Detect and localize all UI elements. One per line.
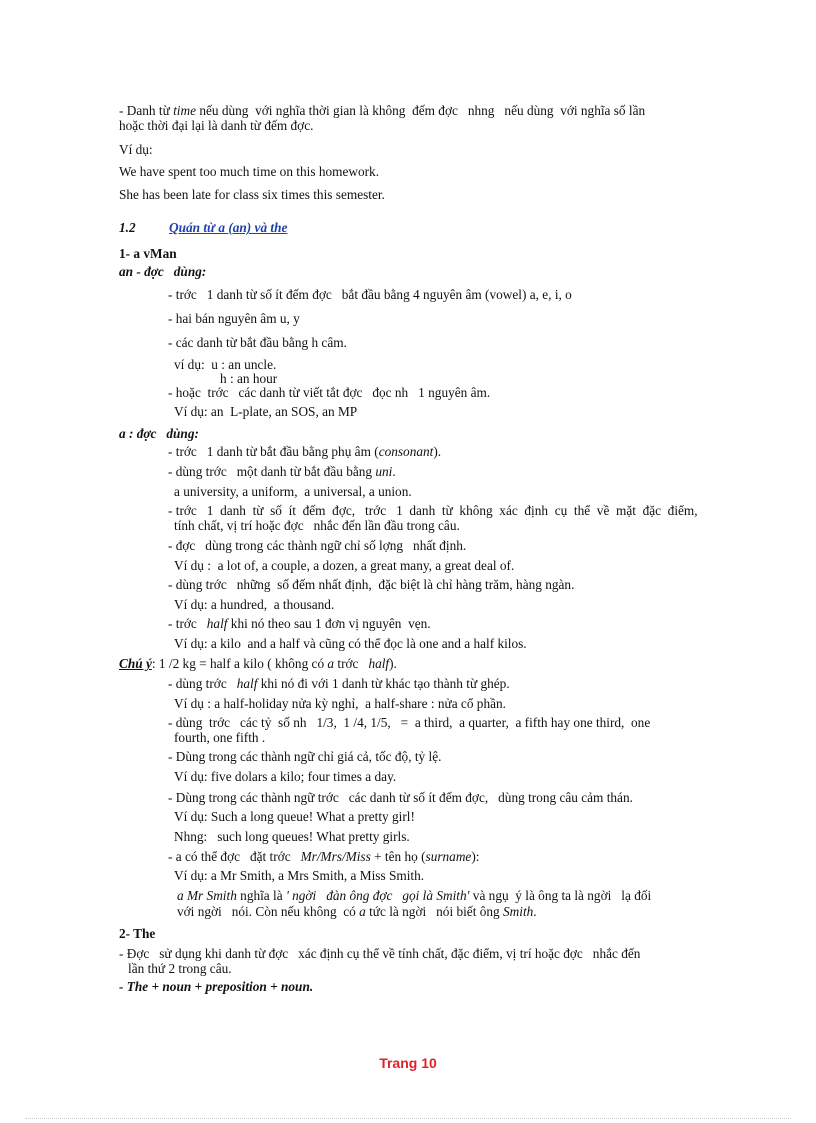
list-item-continued: tính chất, vị trí hoặc đợc nhắc đến lần đầu trong câu.: [174, 518, 460, 533]
example-line: Ví dụ : a lot of, a couple, a dozen, a great many, a great deal of.: [174, 558, 515, 573]
italic-term: a: [327, 656, 335, 671]
text: tức là ngời nói biết ông: [365, 904, 503, 919]
italic-term: Mr/Mrs/Miss: [300, 849, 371, 864]
example-line: a university, a uniform, a universal, a union.: [174, 484, 412, 499]
list-item: - Dùng trong các thành ngữ chỉ giá cả, tốc độ, tỷ lệ.: [168, 749, 442, 764]
page-number-footer: Trang 10: [379, 1055, 437, 1071]
list-item: - dùng trớc những số đếm nhất định, đặc biệt là chỉ hàng trăm, hàng ngàn.: [168, 577, 575, 592]
list-item: [168, 463, 396, 480]
text: với ngời nói. Còn nếu không có: [177, 904, 360, 919]
explanation-line: [177, 903, 537, 920]
list-item: - các danh từ bắt đầu bằng h câm.: [168, 335, 347, 350]
italic-term: Smith: [503, 904, 534, 919]
text: : 1 /2 kg = half a kilo ( không có: [151, 656, 328, 671]
note-label: Chú ý: [119, 656, 152, 671]
text: trớc: [334, 656, 369, 671]
section-title-link[interactable]: Quán từ a (an) và the: [169, 220, 288, 235]
list-item: [168, 615, 431, 632]
text: ):: [471, 849, 480, 864]
example-line: Nhng: such long queues! What pretty girls.: [174, 829, 410, 844]
italic-term: surname: [425, 849, 472, 864]
list-item-continued: lần thứ 2 trong câu.: [128, 961, 232, 976]
italic-term: half: [236, 676, 258, 691]
text: .: [533, 904, 537, 919]
example-sentence: She has been late for class six times this semester.: [119, 187, 385, 202]
italic-term: uni: [375, 464, 393, 479]
italic-term: a: [359, 904, 366, 919]
text: - a có thể đợc đặt trớc: [168, 849, 301, 864]
text: - dùng trớc: [168, 676, 237, 691]
text: + tên họ (: [370, 849, 426, 864]
list-item: - Dùng trong các thành ngữ trớc các danh từ số ít đếm đợc, dùng trong câu cảm thán.: [168, 790, 633, 805]
formula-line: - The + noun + preposition + noun.: [119, 979, 314, 994]
subheading: 1- a vMan: [119, 246, 177, 261]
example-label: Ví dụ:: [119, 142, 153, 157]
italic-term: ' ngời đàn ông đợc gọi là Smith': [285, 888, 470, 903]
list-item: - trớc 1 danh từ số ít đếm đợc, trớc 1 danh từ không xác định cụ thể về mặt đặc điểm,: [168, 503, 698, 518]
example-line: Ví dụ: five dolars a kilo; four times a day.: [174, 769, 397, 784]
text: và ngụ ý là ông ta là ngời lạ đối: [469, 888, 652, 903]
list-item: [168, 443, 441, 460]
text: .: [392, 464, 396, 479]
explanation-line: [177, 887, 651, 904]
example-line: Ví dụ : a half-holiday nửa kỳ nghỉ, a half-share : nửa cổ phần.: [174, 696, 506, 711]
italic-term: a Mr Smith: [177, 888, 237, 903]
section-number: 1.2: [119, 220, 136, 235]
list-item: - hai bán nguyên âm u, y: [168, 311, 300, 326]
paragraph-line: hoặc thời đại lại là danh từ đếm đợc.: [119, 118, 314, 133]
subheading-the: 2- The: [119, 926, 156, 941]
subheading-an: an - đợc dùng:: [119, 264, 207, 279]
text: khi nó đi với 1 danh từ khác tạo thành từ ghép.: [257, 676, 510, 691]
text: ).: [433, 444, 442, 459]
list-item: [168, 675, 510, 692]
example-line: Ví dụ: an L-plate, an SOS, an MP: [174, 404, 358, 419]
text: nghĩa là: [236, 888, 286, 903]
example-line: Ví dụ: a hundred, a thousand.: [174, 597, 335, 612]
list-item: - dùng trớc các tỷ số nh 1/3, 1 /4, 1/5, = a third, a quarter, a fifth hay one third, one: [168, 715, 651, 730]
list-item: - đợc dùng trong các thành ngữ chỉ số lợng nhất định.: [168, 538, 467, 553]
text: - Danh từ: [119, 103, 174, 118]
list-item: [168, 848, 479, 865]
section-heading: [119, 219, 287, 236]
page-bottom-divider: [25, 1118, 791, 1119]
text: - dùng trớc một danh từ bắt đầu bằng: [168, 464, 376, 479]
list-item: - trớc 1 danh từ số ít đếm đợc bắt đầu bằng 4 nguyên âm (vowel) a, e, i, o: [168, 287, 572, 302]
list-item: - Đợc sử dụng khi danh từ đợc xác định cụ thể về tính chất, đặc điểm, vị trí hoặc đợc nhắc đến: [119, 946, 641, 961]
italic-term: time: [173, 103, 197, 118]
text: ).: [389, 656, 397, 671]
example-line: Ví dụ: Such a long queue! What a pretty girl!: [174, 809, 415, 824]
italic-term: consonant: [378, 444, 434, 459]
text: - trớc 1 danh từ bắt đầu bằng phụ âm (: [168, 444, 379, 459]
text: - trớc: [168, 616, 207, 631]
italic-term: half: [206, 616, 228, 631]
example-line: Ví dụ: a kilo and a half và cũng có thể đọc là one and a half kilos.: [174, 636, 527, 651]
subheading-a: a : đợc dùng:: [119, 426, 199, 441]
example-sentence: We have spent too much time on this homework.: [119, 164, 380, 179]
text: khi nó theo sau 1 đơn vị nguyên vẹn.: [227, 616, 431, 631]
text: nếu dùng với nghĩa thời gian là không đếm đợc nhng nếu dùng với nghĩa số lần: [196, 103, 646, 118]
example-line: ví dụ: u : an uncle.: [174, 357, 277, 372]
note-line: [119, 655, 397, 672]
example-line: Ví dụ: a Mr Smith, a Mrs Smith, a Miss Smith.: [174, 868, 425, 883]
example-line: h : an hour: [220, 371, 278, 386]
italic-term: half: [368, 656, 390, 671]
list-item-continued: fourth, one fifth .: [174, 730, 266, 745]
list-item: - hoặc trớc các danh từ viết tắt đợc đọc nh 1 nguyên âm.: [168, 385, 491, 400]
